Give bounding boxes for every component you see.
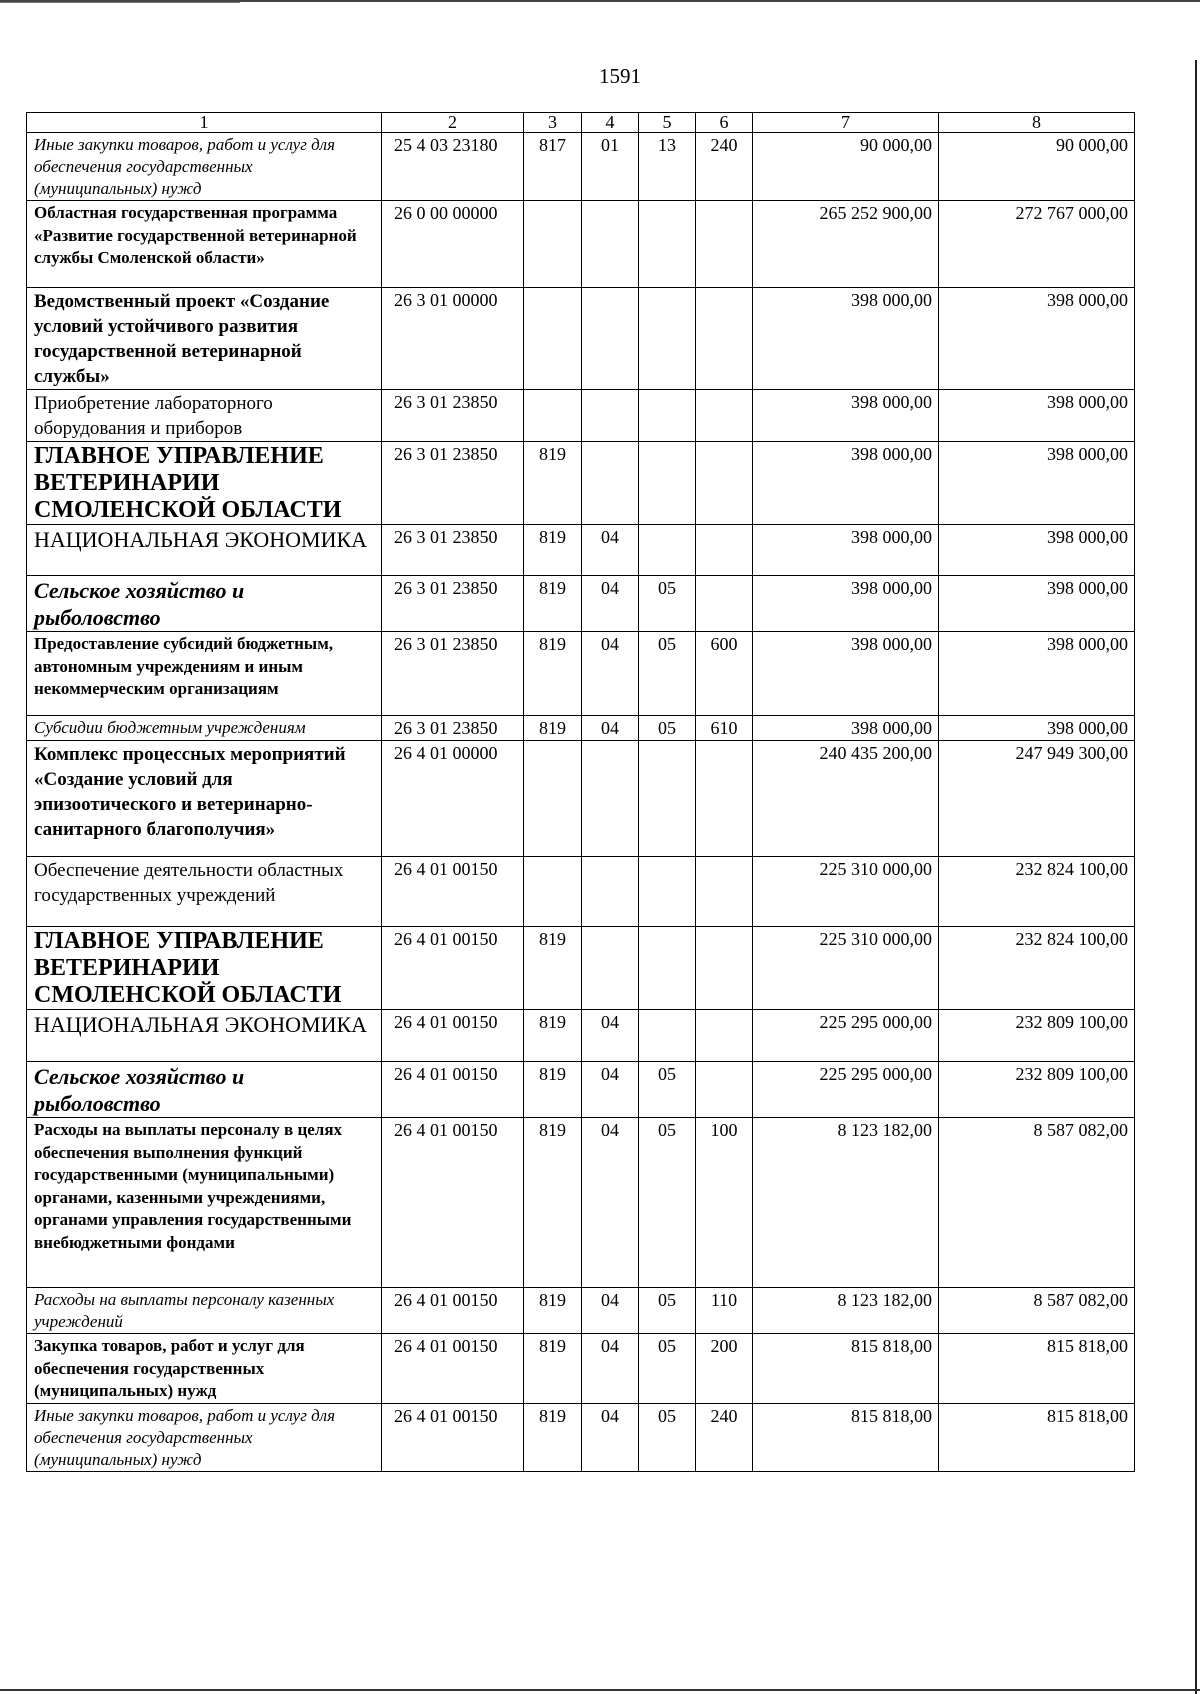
table-row [27, 288, 1135, 390]
row-amount-8: 247 949 300,00 [939, 741, 1135, 857]
scan-edge-right [1195, 60, 1197, 1694]
row-col4 [582, 288, 639, 390]
row-col5 [639, 857, 696, 927]
column-header-4: 4 [582, 113, 639, 133]
row-amount-7: 225 310 000,00 [753, 927, 939, 1010]
scan-edge-top-mark [0, 2, 240, 3]
row-name: Иные закупки товаров, работ и услуг для обеспечения государственных (муниципальных) нужд [27, 1403, 382, 1471]
row-col4 [582, 857, 639, 927]
row-col6: 200 [696, 1334, 753, 1404]
row-amount-8: 272 767 000,00 [939, 201, 1135, 288]
row-col6: 240 [696, 1403, 753, 1471]
row-code: 26 3 01 23850 [382, 632, 524, 716]
row-col5: 05 [639, 576, 696, 632]
table-row [27, 1403, 1135, 1471]
row-amount-8: 815 818,00 [939, 1403, 1135, 1471]
row-amount-7: 398 000,00 [753, 390, 939, 442]
row-amount-8: 232 809 100,00 [939, 1010, 1135, 1062]
row-col5: 05 [639, 716, 696, 741]
row-name: Обеспечение деятельности областных государственных учреждений [27, 857, 382, 927]
budget-table [26, 112, 1135, 1472]
row-code: 26 4 01 00150 [382, 1062, 524, 1118]
table-row [27, 576, 1135, 632]
row-col5: 05 [639, 632, 696, 716]
row-amount-7: 8 123 182,00 [753, 1118, 939, 1288]
row-col6: 610 [696, 716, 753, 741]
column-header-8: 8 [939, 113, 1135, 133]
table-row [27, 1334, 1135, 1404]
table-row [27, 1118, 1135, 1288]
row-name: НАЦИОНАЛЬНАЯ ЭКОНОМИКА [27, 525, 382, 576]
row-col3: 819 [524, 1288, 582, 1334]
row-code: 26 3 01 23850 [382, 716, 524, 741]
row-col3: 819 [524, 576, 582, 632]
row-col5: 05 [639, 1403, 696, 1471]
row-col3: 819 [524, 1403, 582, 1471]
row-col4: 04 [582, 1403, 639, 1471]
row-col5: 13 [639, 133, 696, 201]
row-name: НАЦИОНАЛЬНАЯ ЭКОНОМИКА [27, 1010, 382, 1062]
table-row [27, 1010, 1135, 1062]
row-name: Иные закупки товаров, работ и услуг для обеспечения государственных (муниципальных) нужд [27, 133, 382, 201]
row-amount-7: 398 000,00 [753, 716, 939, 741]
row-col3: 819 [524, 525, 582, 576]
row-col4 [582, 201, 639, 288]
row-col3: 819 [524, 632, 582, 716]
table-row [27, 632, 1135, 716]
row-amount-7: 265 252 900,00 [753, 201, 939, 288]
row-code: 26 3 01 23850 [382, 525, 524, 576]
row-code: 26 3 01 00000 [382, 288, 524, 390]
row-col6 [696, 741, 753, 857]
row-col6 [696, 288, 753, 390]
row-code: 26 3 01 23850 [382, 442, 524, 525]
row-amount-7: 398 000,00 [753, 442, 939, 525]
table-row [27, 133, 1135, 201]
row-code: 26 4 01 00150 [382, 1403, 524, 1471]
row-col5 [639, 390, 696, 442]
table-row [27, 442, 1135, 525]
row-col5 [639, 741, 696, 857]
row-amount-8: 398 000,00 [939, 632, 1135, 716]
table-row [27, 1062, 1135, 1118]
row-amount-8: 8 587 082,00 [939, 1288, 1135, 1334]
row-name: ГЛАВНОЕ УПРАВЛЕНИЕ ВЕТЕРИНАРИИ СМОЛЕНСКОЙ ОБЛАСТИ [27, 927, 382, 1010]
column-header-3: 3 [524, 113, 582, 133]
row-col4: 04 [582, 525, 639, 576]
row-col3: 819 [524, 716, 582, 741]
row-amount-8: 232 824 100,00 [939, 857, 1135, 927]
row-amount-7: 8 123 182,00 [753, 1288, 939, 1334]
row-name: Сельское хозяйство и рыболовство [27, 576, 382, 632]
column-header-6: 6 [696, 113, 753, 133]
row-amount-8: 8 587 082,00 [939, 1118, 1135, 1288]
row-amount-7: 398 000,00 [753, 288, 939, 390]
table-row [27, 857, 1135, 927]
row-col6 [696, 201, 753, 288]
table-body [27, 113, 1135, 1472]
row-col5: 05 [639, 1288, 696, 1334]
row-col6 [696, 927, 753, 1010]
column-header-5: 5 [639, 113, 696, 133]
row-col3 [524, 201, 582, 288]
row-col6 [696, 1062, 753, 1118]
row-code: 26 3 01 23850 [382, 576, 524, 632]
row-name: Субсидии бюджетным учреждениям [27, 716, 382, 741]
row-col5 [639, 288, 696, 390]
row-col4: 04 [582, 1062, 639, 1118]
row-amount-8: 90 000,00 [939, 133, 1135, 201]
row-code: 26 4 01 00150 [382, 857, 524, 927]
row-name: Расходы на выплаты персоналу казенных учреждений [27, 1288, 382, 1334]
row-col5: 05 [639, 1334, 696, 1404]
table-row [27, 927, 1135, 1010]
row-amount-7: 398 000,00 [753, 576, 939, 632]
row-col5 [639, 201, 696, 288]
row-col4 [582, 741, 639, 857]
row-amount-8: 398 000,00 [939, 390, 1135, 442]
table-row [27, 1288, 1135, 1334]
row-col4 [582, 442, 639, 525]
row-col3 [524, 857, 582, 927]
row-col3: 819 [524, 442, 582, 525]
row-col3: 817 [524, 133, 582, 201]
row-name: Закупка товаров, работ и услуг для обеспечения государственных (муниципальных) нужд [27, 1334, 382, 1404]
row-code: 26 3 01 23850 [382, 390, 524, 442]
row-col4: 04 [582, 576, 639, 632]
table-row [27, 390, 1135, 442]
scan-edge-bottom [0, 1689, 1200, 1691]
row-col4: 04 [582, 1288, 639, 1334]
row-name: Предоставление субсидий бюджетным, автономным учреждениям и иным некоммерческим организациям [27, 632, 382, 716]
row-col4: 04 [582, 632, 639, 716]
row-col3: 819 [524, 927, 582, 1010]
row-col6 [696, 525, 753, 576]
row-amount-8: 232 824 100,00 [939, 927, 1135, 1010]
row-amount-8: 398 000,00 [939, 716, 1135, 741]
row-col6 [696, 390, 753, 442]
row-col5: 05 [639, 1118, 696, 1288]
row-col6: 600 [696, 632, 753, 716]
row-col3 [524, 741, 582, 857]
row-code: 26 4 01 00150 [382, 1010, 524, 1062]
row-code: 26 4 01 00150 [382, 1334, 524, 1404]
row-col6 [696, 857, 753, 927]
row-col6: 100 [696, 1118, 753, 1288]
row-col5 [639, 927, 696, 1010]
table-row [27, 525, 1135, 576]
row-amount-7: 240 435 200,00 [753, 741, 939, 857]
row-code: 25 4 03 23180 [382, 133, 524, 201]
row-col6: 240 [696, 133, 753, 201]
table-row [27, 201, 1135, 288]
row-amount-7: 815 818,00 [753, 1334, 939, 1404]
row-col3: 819 [524, 1010, 582, 1062]
column-header-1: 1 [27, 113, 382, 133]
row-col4: 04 [582, 716, 639, 741]
row-amount-7: 225 310 000,00 [753, 857, 939, 927]
row-name: Областная государственная программа «Развитие государственной ветеринарной службы Смоленской области» [27, 201, 382, 288]
row-code: 26 4 01 00150 [382, 1288, 524, 1334]
row-col4: 04 [582, 1118, 639, 1288]
row-amount-7: 398 000,00 [753, 525, 939, 576]
row-col3 [524, 390, 582, 442]
row-col4: 04 [582, 1334, 639, 1404]
page-number: 1591 [599, 64, 641, 88]
row-amount-7: 398 000,00 [753, 632, 939, 716]
row-col3 [524, 288, 582, 390]
header-row [27, 113, 1135, 133]
row-amount-7: 90 000,00 [753, 133, 939, 201]
row-col4: 01 [582, 133, 639, 201]
row-code: 26 4 01 00150 [382, 927, 524, 1010]
table-row [27, 716, 1135, 741]
row-amount-8: 232 809 100,00 [939, 1062, 1135, 1118]
row-amount-8: 398 000,00 [939, 442, 1135, 525]
row-col5: 05 [639, 1062, 696, 1118]
row-col3: 819 [524, 1334, 582, 1404]
column-header-2: 2 [382, 113, 524, 133]
row-name: Расходы на выплаты персоналу в целях обеспечения выполнения функций государственными (муниципальными) органами, казенными учреждениями, органами управления государственными внебюджетными фондами [27, 1118, 382, 1288]
row-amount-8: 398 000,00 [939, 525, 1135, 576]
table-row [27, 741, 1135, 857]
row-amount-7: 225 295 000,00 [753, 1062, 939, 1118]
row-code: 26 0 00 00000 [382, 201, 524, 288]
row-name: Комплекс процессных мероприятий «Создание условий для эпизоотического и ветеринарно-санитарного благополучия» [27, 741, 382, 857]
row-col4 [582, 390, 639, 442]
row-amount-8: 815 818,00 [939, 1334, 1135, 1404]
row-name: Ведомственный проект «Создание условий устойчивого развития государственной ветеринарной службы» [27, 288, 382, 390]
row-name: ГЛАВНОЕ УПРАВЛЕНИЕ ВЕТЕРИНАРИИ СМОЛЕНСКОЙ ОБЛАСТИ [27, 442, 382, 525]
row-name: Приобретение лабораторного оборудования и приборов [27, 390, 382, 442]
row-col6 [696, 1010, 753, 1062]
row-amount-7: 815 818,00 [753, 1403, 939, 1471]
row-col6 [696, 442, 753, 525]
row-amount-8: 398 000,00 [939, 288, 1135, 390]
row-col6 [696, 576, 753, 632]
row-amount-7: 225 295 000,00 [753, 1010, 939, 1062]
row-col5 [639, 525, 696, 576]
row-col3: 819 [524, 1062, 582, 1118]
row-col5 [639, 442, 696, 525]
row-col3: 819 [524, 1118, 582, 1288]
row-code: 26 4 01 00000 [382, 741, 524, 857]
column-header-7: 7 [753, 113, 939, 133]
row-col6: 110 [696, 1288, 753, 1334]
row-col5 [639, 1010, 696, 1062]
row-col4: 04 [582, 1010, 639, 1062]
row-col4 [582, 927, 639, 1010]
row-name: Сельское хозяйство и рыболовство [27, 1062, 382, 1118]
row-amount-8: 398 000,00 [939, 576, 1135, 632]
row-code: 26 4 01 00150 [382, 1118, 524, 1288]
